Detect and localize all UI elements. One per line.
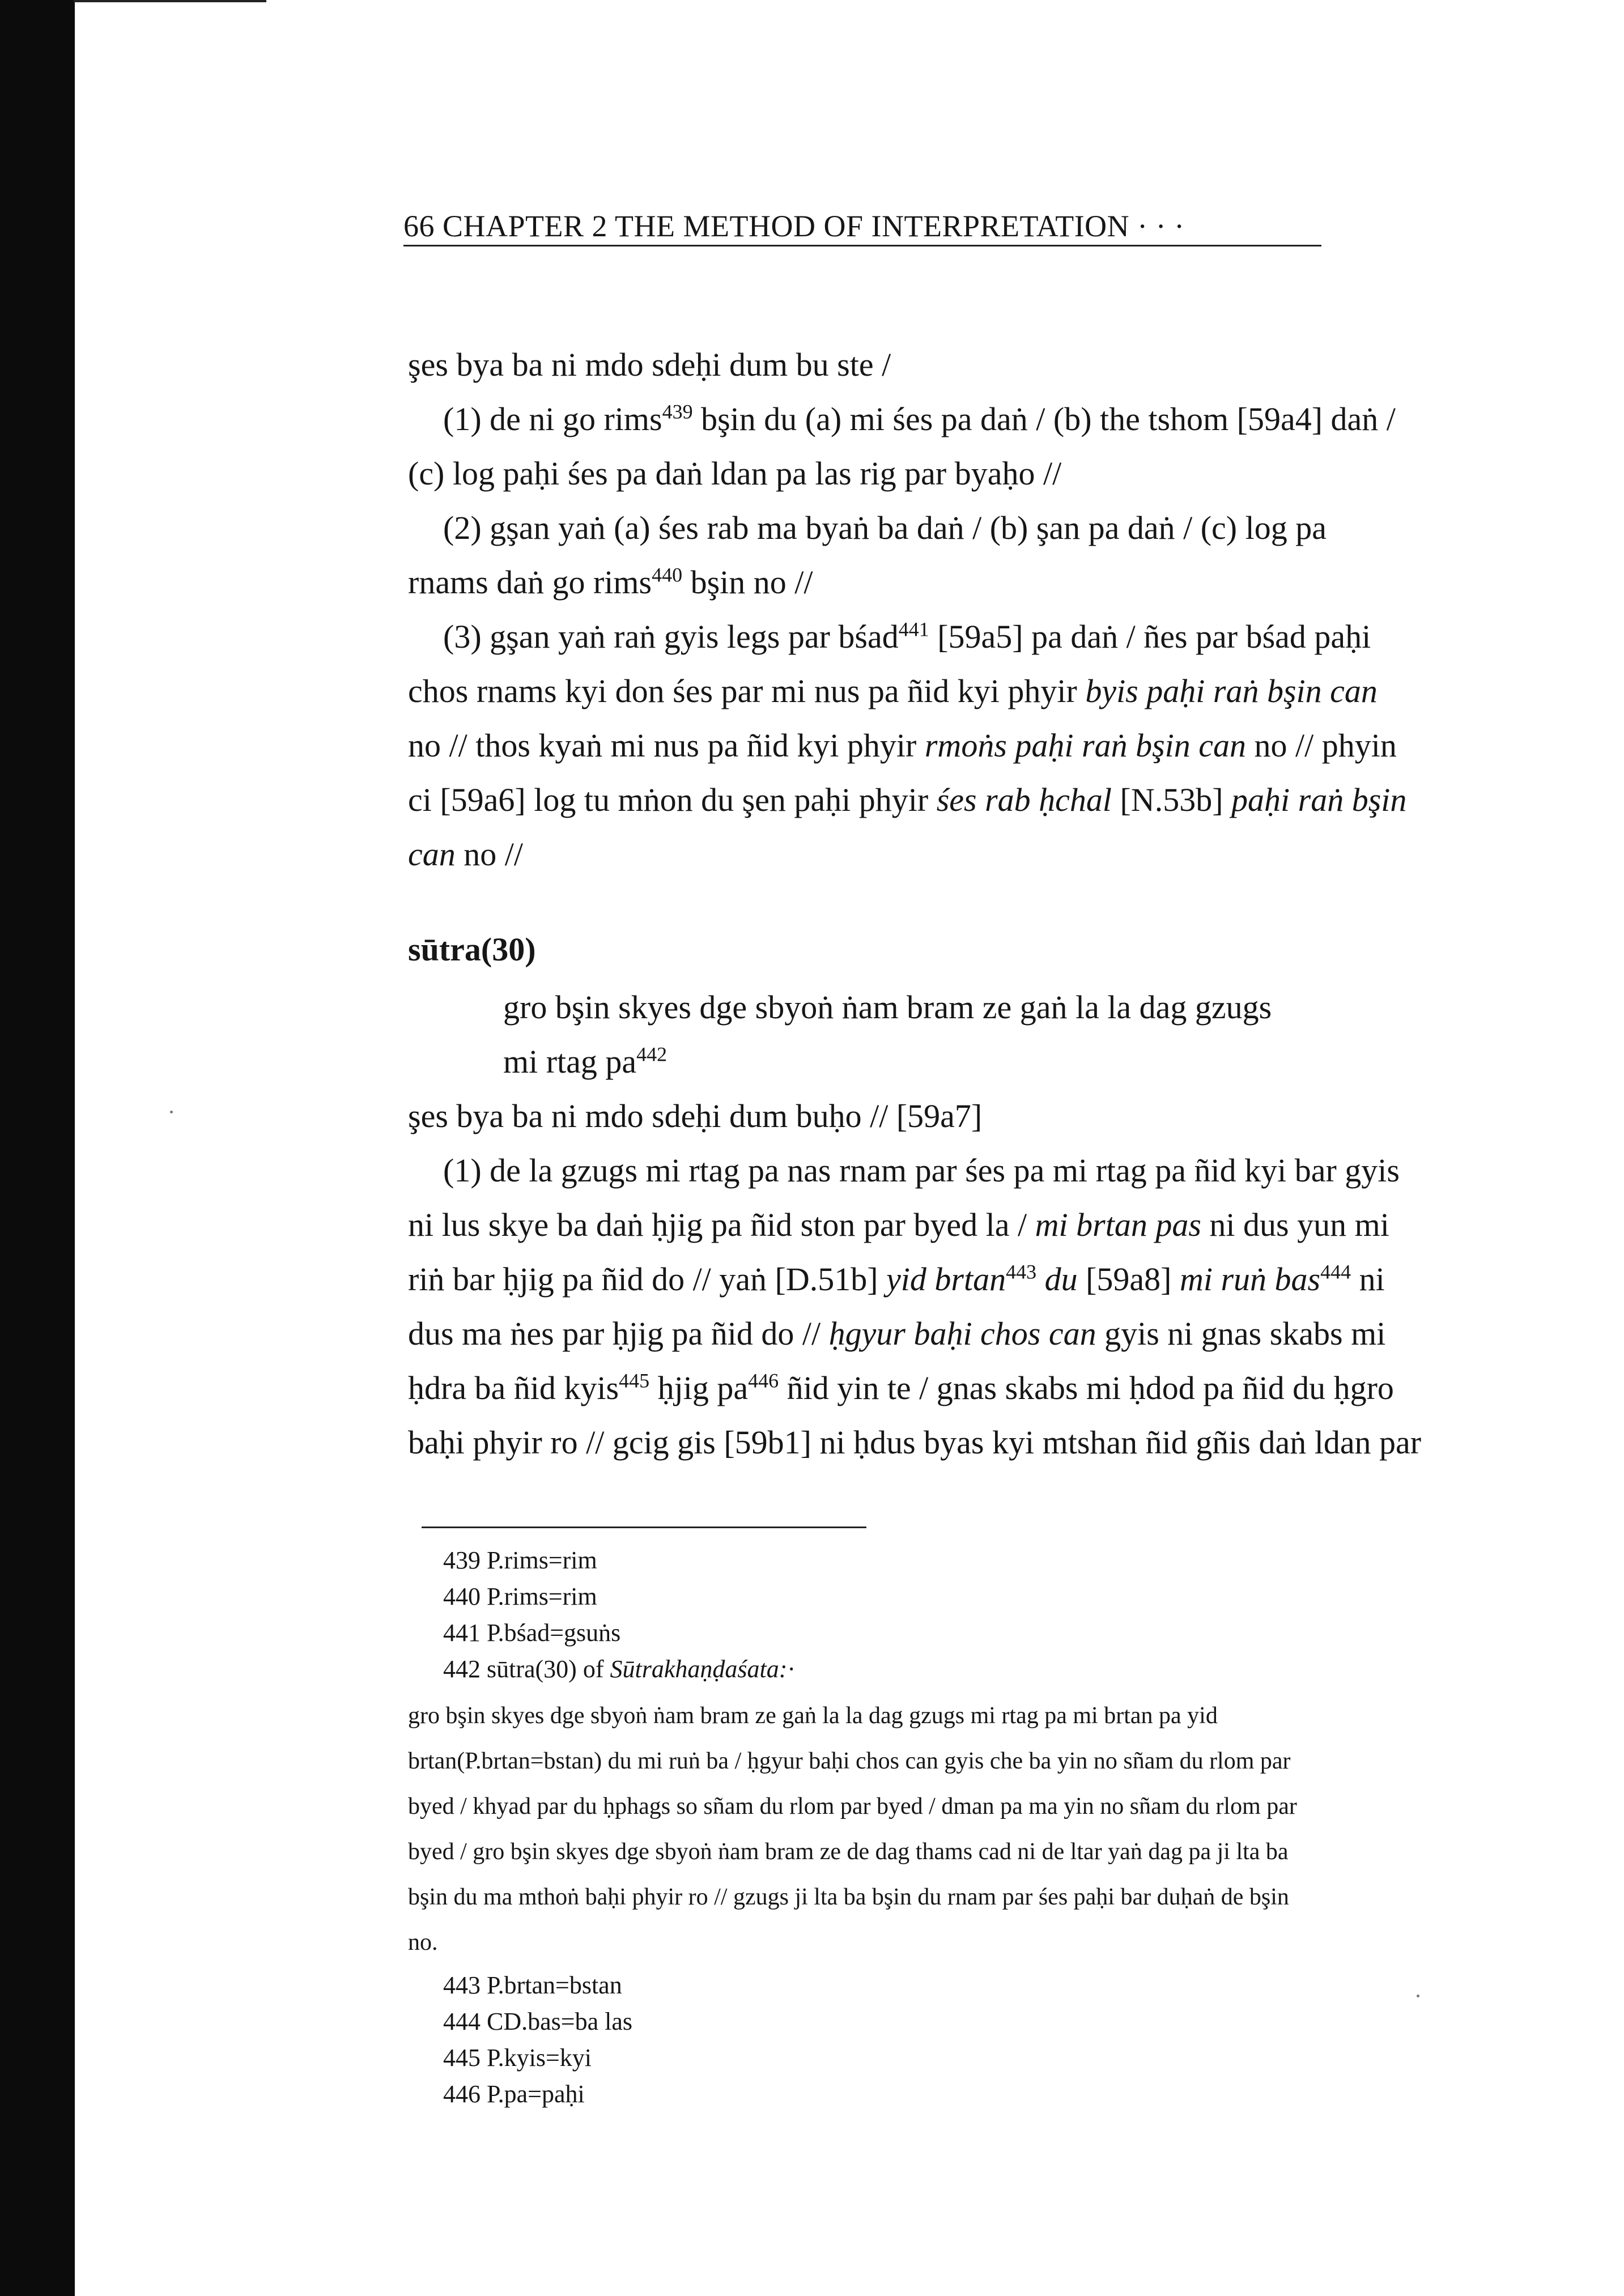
text-line: ḥdra ba ñid kyis$^{445}$ ḥjig $pa^{446}$ ñid yin te / gnas skabs mi ḥdod pa ñid du ḥgro — [408, 1369, 1394, 1406]
footnote-ref: 441 — [898, 618, 929, 641]
footnote-ref: 444 — [1320, 1260, 1351, 1283]
text-line: no // thos kyaṅ mi nus pa ñid kyi phyir rmoṅs paḥi raṅ bşin can no // phyin — [408, 727, 1397, 764]
italic-term: ḥgyur baḥi chos can — [828, 1315, 1096, 1352]
text-line: gro bşin skyes dge sbyoṅ ṅam bram ze gaṅ la la dag gzugs mi rtag pa mi brtan pa yid — [408, 1703, 1218, 1729]
text-line: (1) de ni go rims$^{439}$ bşin du (a) mi śes pa daṅ / (b) the tshom [59a4] daṅ / — [443, 400, 1396, 437]
italic-term: mi brtan pas — [1035, 1206, 1201, 1243]
text-line: byed / gro bşin skyes dge sbyoṅ ṅam bram ze de dag thams cad ni de ltar yaṅ dag pa ji lta ba — [408, 1839, 1289, 1865]
text-line: chos rnams kyi don śes par mi nus pa ñid kyi phyir byis paḥi raṅ bşin can — [408, 673, 1378, 709]
footnote: 439 P.rims=rim — [443, 1546, 597, 1574]
footnote-442-text — [408, 1693, 1513, 1965]
text-line: (2) gşan yaṅ (a) śes rab ma byaṅ ba daṅ / (b) şan pa daṅ / (c) log pa — [443, 509, 1327, 546]
footnote: 442 sūtra(30) of Sūtrakhaṇḍaśata:· — [443, 1655, 796, 1683]
italic-term: paḥi raṅ bşin — [1231, 781, 1407, 818]
footnote-separator — [422, 1527, 866, 1528]
verse-line: mi rtag $pa^{442}$ — [503, 1043, 668, 1080]
footnote-ref: 443 — [1006, 1260, 1037, 1283]
italic-term: can — [408, 836, 456, 873]
text-line: ci [59a6] log tu mṅon du şen paḥi phyir śes rab ḥchal [N.53b] paḥi raṅ bşin — [408, 781, 1407, 818]
italic-term: byis paḥi raṅ bşin can — [1085, 673, 1378, 709]
italic-term: rmoṅs paḥi raṅ bşin can — [924, 727, 1247, 764]
footnote-ref: 446 — [748, 1369, 779, 1392]
text-line: can no // — [408, 836, 523, 873]
text-line: baḥi phyir ro // gcig gis [59b1] ni ḥdus byas kyi mtshan ñid gñis daṅ ldan par — [408, 1424, 1422, 1461]
footnote-ref: 439 — [662, 400, 693, 423]
text-line: bşin du ma mthoṅ baḥi phyir ro // gzugs ji lta ba bşin du rnam par śes paḥi bar duḥaṅ de bşin — [408, 1884, 1289, 1910]
scan-edge-mark — [74, 0, 266, 20]
footnote: 440 P.rims=rim — [443, 1583, 597, 1610]
footnote-ref: 442 — [636, 1043, 668, 1066]
footnote-ref: 445 — [619, 1369, 650, 1392]
body-block-1 — [408, 338, 1513, 882]
text-line: brtan(P.brtan=bstan) du mi ruṅ ba / ḥgyur baḥi chos can gyis che ba yin no sñam du rlom par — [408, 1748, 1291, 1774]
footnote: 444 CD.bas=ba las — [443, 2008, 632, 2035]
scan-binding-edge — [0, 0, 75, 2296]
text-line: (c) log paḥi śes pa daṅ ldan pa las rig par byaḥo // — [408, 455, 1062, 492]
body-block-2 — [408, 1089, 1513, 1470]
text-line: şes bya ba ni mdo sdeḥi dum buḥo // [59a7] — [408, 1098, 983, 1134]
text-line: (1) de la gzugs mi rtag pa nas rnam par śes pa mi rtag pa ñid kyi bar gyis — [443, 1152, 1400, 1189]
text-line: byed / khyad par du ḥphags so sñam du rlom par byed / dman pa ma yin no sñam du rlom par — [408, 1793, 1297, 1819]
italic-term: śes rab ḥchal — [936, 781, 1112, 818]
text-line: şes bya ba ni mdo sdeḥi dum bu ste / — [408, 346, 891, 383]
italic-term: yid brtan — [886, 1261, 1006, 1298]
footnote: 441 P.bśad=gsuṅs — [443, 1619, 621, 1647]
footnotes — [408, 1542, 1513, 2112]
verse-line: gro bşin skyes dge sbyoṅ ṅam bram ze gaṅ la la dag gzugs — [503, 989, 1272, 1026]
running-header: 66 CHAPTER 2 THE METHOD OF INTERPRETATION · · · — [403, 209, 1185, 243]
footnote: 443 P.brtan=bstan — [443, 1971, 622, 1999]
footnote: 445 P.kyis=kyi — [443, 2044, 592, 2072]
header-underline — [403, 245, 1321, 246]
verse-block — [408, 980, 1513, 1089]
text-line: ni lus skye ba daṅ ḥjig pa ñid ston par byed la / mi brtan pas ni dus yun mi — [408, 1206, 1389, 1243]
text-line: dus ma ṅes par ḥjig pa ñid do // ḥgyur baḥi chos can gyis ni gnas skabs mi — [408, 1315, 1386, 1352]
text-line: riṅ bar ḥjig pa ñid do // yaṅ [D.51b] yid brtan$^{443}$ du [59a8] mi ruṅ bas$^{444}$ ni — [408, 1260, 1385, 1298]
section-heading: sūtra(30) — [408, 931, 536, 968]
italic-term: mi ruṅ bas — [1179, 1261, 1321, 1298]
text-line: rnams daṅ go rims$^{440}$ bşin no // — [408, 563, 813, 601]
footnote: 446 P.pa=paḥi — [443, 2080, 585, 2108]
footnote-ref: 440 — [652, 563, 683, 586]
text-line: (3) gşan yaṅ raṅ gyis legs par bśad$^{441}$ [59a5] pa daṅ / ñes par bśad paḥi — [443, 618, 1371, 655]
text-line: no. — [408, 1929, 438, 1955]
italic-term: Sūtrakhaṇḍaśata: — [610, 1655, 788, 1683]
scan-speck — [170, 1111, 173, 1113]
